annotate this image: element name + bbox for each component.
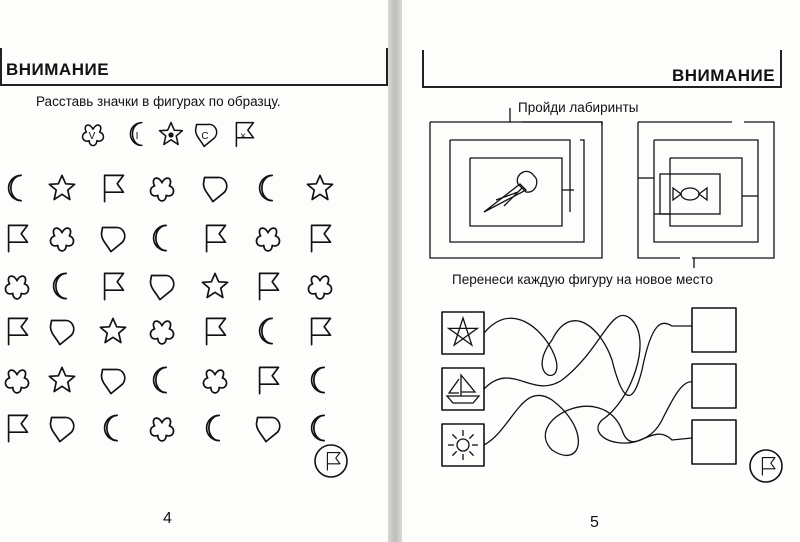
candy-icon bbox=[673, 188, 707, 200]
right-page bbox=[402, 0, 800, 542]
maze-ice-cream bbox=[430, 108, 602, 258]
legend-mark: V bbox=[88, 131, 96, 142]
maze-instruction: Пройди лабиринты bbox=[518, 100, 639, 115]
sample-circle bbox=[315, 445, 347, 477]
sample-circle bbox=[750, 450, 782, 482]
right-page-number: 5 bbox=[590, 514, 599, 531]
moon-icon bbox=[54, 273, 67, 298]
moon-icon bbox=[154, 225, 167, 250]
legend-mark: C bbox=[201, 131, 209, 142]
flag-icon bbox=[260, 367, 279, 393]
flag-icon bbox=[207, 318, 226, 344]
flag-icon bbox=[105, 273, 124, 299]
tangled-path bbox=[484, 395, 692, 455]
sample-flag-icon bbox=[762, 458, 775, 476]
star-icon bbox=[307, 175, 332, 199]
moon-icon bbox=[260, 318, 273, 343]
maze-candy bbox=[638, 122, 774, 268]
transfer-instruction: Перенеси каждую фигуру на новое место bbox=[452, 272, 714, 287]
heart-icon bbox=[101, 227, 124, 251]
shapes-worksheet bbox=[0, 0, 388, 542]
flower-icon bbox=[256, 228, 279, 251]
flag-icon bbox=[9, 225, 28, 251]
star-icon bbox=[49, 175, 74, 199]
heart-icon bbox=[203, 177, 226, 201]
flower-icon bbox=[50, 228, 73, 251]
left-page bbox=[0, 0, 388, 542]
target-box[interactable] bbox=[692, 308, 736, 352]
source-box bbox=[442, 368, 484, 410]
star-icon bbox=[100, 318, 125, 342]
moon-icon bbox=[260, 175, 273, 200]
moon-icon bbox=[207, 415, 220, 440]
flag-icon bbox=[207, 225, 226, 251]
star-icon bbox=[49, 367, 74, 391]
heart-icon bbox=[256, 417, 279, 441]
star-figure-icon bbox=[449, 318, 478, 345]
sample-flag-icon bbox=[327, 453, 340, 471]
flag-icon bbox=[260, 273, 279, 299]
moon-icon bbox=[312, 415, 325, 440]
flower-icon bbox=[5, 370, 28, 393]
flower-icon bbox=[203, 370, 226, 393]
flower-icon bbox=[150, 178, 173, 201]
flower-icon bbox=[308, 276, 331, 299]
moon-icon bbox=[105, 415, 118, 440]
flag-icon bbox=[105, 175, 124, 201]
legend-mark: I bbox=[135, 131, 139, 142]
sailboat-figure-icon bbox=[447, 375, 479, 403]
flower-icon bbox=[150, 418, 173, 441]
flower-icon bbox=[5, 276, 28, 299]
left-instruction: Расставь значки в фигурах по образцу. bbox=[36, 94, 281, 109]
target-box[interactable] bbox=[692, 364, 736, 408]
flower-icon bbox=[150, 321, 173, 344]
heart-icon bbox=[150, 275, 173, 299]
flag-icon bbox=[9, 318, 28, 344]
mazes-and-paths bbox=[402, 0, 800, 542]
heart-icon bbox=[50, 417, 73, 441]
target-box[interactable] bbox=[692, 420, 736, 464]
left-page-number: 4 bbox=[163, 510, 172, 527]
tangled-path bbox=[484, 315, 692, 443]
moon-icon bbox=[9, 175, 22, 200]
sun-figure-icon bbox=[448, 430, 478, 460]
moon-icon bbox=[154, 367, 167, 392]
flag-icon bbox=[9, 415, 28, 441]
flag-icon bbox=[312, 318, 331, 344]
ice-cream-icon bbox=[484, 171, 537, 212]
heart-icon bbox=[50, 320, 73, 344]
book-gutter bbox=[388, 0, 402, 542]
tangled-path bbox=[484, 318, 692, 395]
star-icon bbox=[202, 273, 227, 297]
dot-mark bbox=[168, 132, 173, 137]
heart-icon bbox=[101, 369, 124, 393]
right-header-title: ВНИМАНИЕ bbox=[672, 66, 776, 85]
left-header-title: ВНИМАНИЕ bbox=[6, 60, 110, 79]
legend-mark: × bbox=[240, 131, 246, 142]
moon-icon bbox=[312, 367, 325, 392]
flag-icon bbox=[312, 225, 331, 251]
